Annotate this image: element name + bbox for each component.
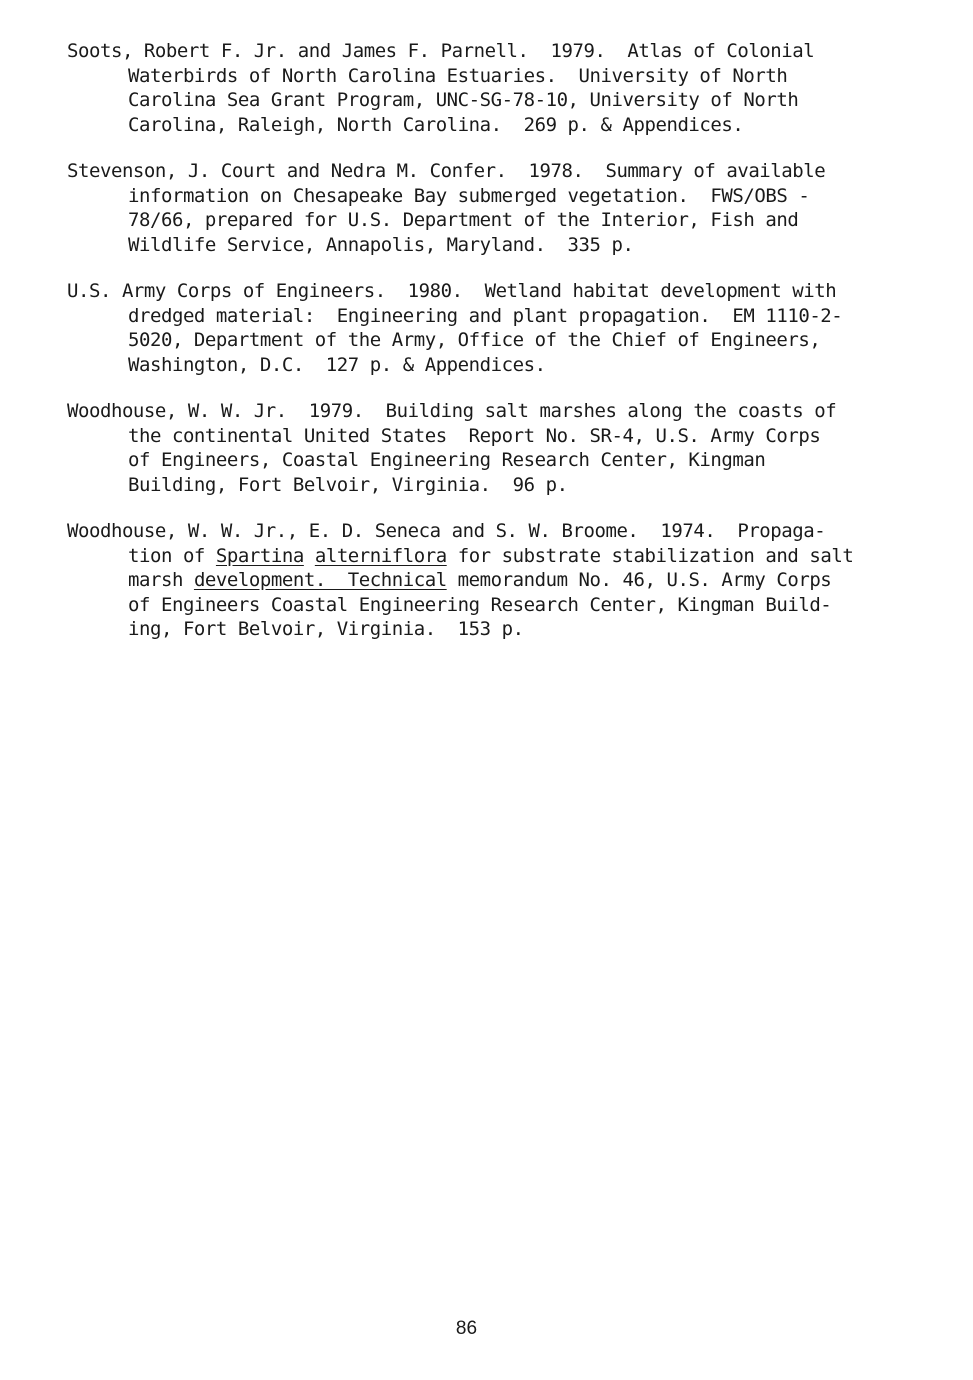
- text-run: marsh: [128, 569, 194, 591]
- page-number: 86: [455, 1318, 478, 1339]
- reference-line: Woodhouse, W. W. Jr. 1979. Building salt marshes along the coasts of: [67, 400, 837, 422]
- text-run: tion of: [128, 544, 216, 567]
- reference-usace-1980: [67, 279, 947, 377]
- genus-name: Spartina: [215, 544, 304, 567]
- reference-line: Waterbirds of North Carolina Estuaries. University of North: [128, 64, 788, 87]
- reference-line: of Engineers Coastal Engineering Research Center, Kingman Build-: [128, 593, 832, 616]
- reference-line: Carolina, Raleigh, North Carolina. 269 p. & Appendices.: [128, 113, 744, 136]
- reference-line: 78/66, prepared for U.S. Department of the Interior, Fish and: [128, 209, 799, 231]
- underlined-text: development. Technical: [193, 569, 447, 591]
- reference-line: [67, 568, 947, 593]
- reference-line: Soots, Robert F. Jr. and James F. Parnell. 1979. Atlas of Colonial: [67, 40, 815, 62]
- text-run: for substrate stabilization and salt: [446, 544, 854, 567]
- text-run: memorandum No. 46, U.S. Army Corps: [446, 569, 832, 591]
- reference-stevenson-1978: [67, 159, 947, 257]
- reference-line: Wildlife Service, Annapolis, Maryland. 335 p.: [128, 233, 634, 256]
- reference-line: Stevenson, J. Court and Nedra M. Confer. 1978. Summary of available: [67, 160, 826, 182]
- reference-line: 5020, Department of the Army, Office of the Chief of Engineers,: [128, 329, 821, 351]
- reference-line: Woodhouse, W. W. Jr., E. D. Seneca and S. W. Broome. 1974. Propaga-: [67, 520, 826, 542]
- reference-line: of Engineers, Coastal Engineering Research Center, Kingman: [128, 449, 766, 471]
- reference-line: dredged material: Engineering and plant propagation. EM 1110-2-: [128, 304, 843, 327]
- reference-woodhouse-1979: [67, 399, 947, 497]
- reference-line: Carolina Sea Grant Program, UNC-SG-78-10, University of North: [128, 89, 799, 111]
- reference-line: Building, Fort Belvoir, Virginia. 96 p.: [128, 473, 568, 496]
- reference-list: [67, 39, 947, 664]
- reference-line: the continental United States Report No. SR-4, U.S. Army Corps: [128, 424, 821, 447]
- reference-soots-1979: [67, 39, 947, 137]
- reference-line: Washington, D.C. 127 p. & Appendices.: [128, 353, 546, 376]
- reference-line: [67, 544, 947, 569]
- reference-line: ing, Fort Belvoir, Virginia. 153 p.: [128, 618, 524, 640]
- reference-line: information on Chesapeake Bay submerged vegetation. FWS/OBS -: [128, 184, 810, 207]
- species-name: alterniflora: [314, 544, 447, 567]
- reference-line: U.S. Army Corps of Engineers. 1980. Wetland habitat development with: [67, 280, 837, 302]
- reference-woodhouse-1974: [67, 519, 947, 642]
